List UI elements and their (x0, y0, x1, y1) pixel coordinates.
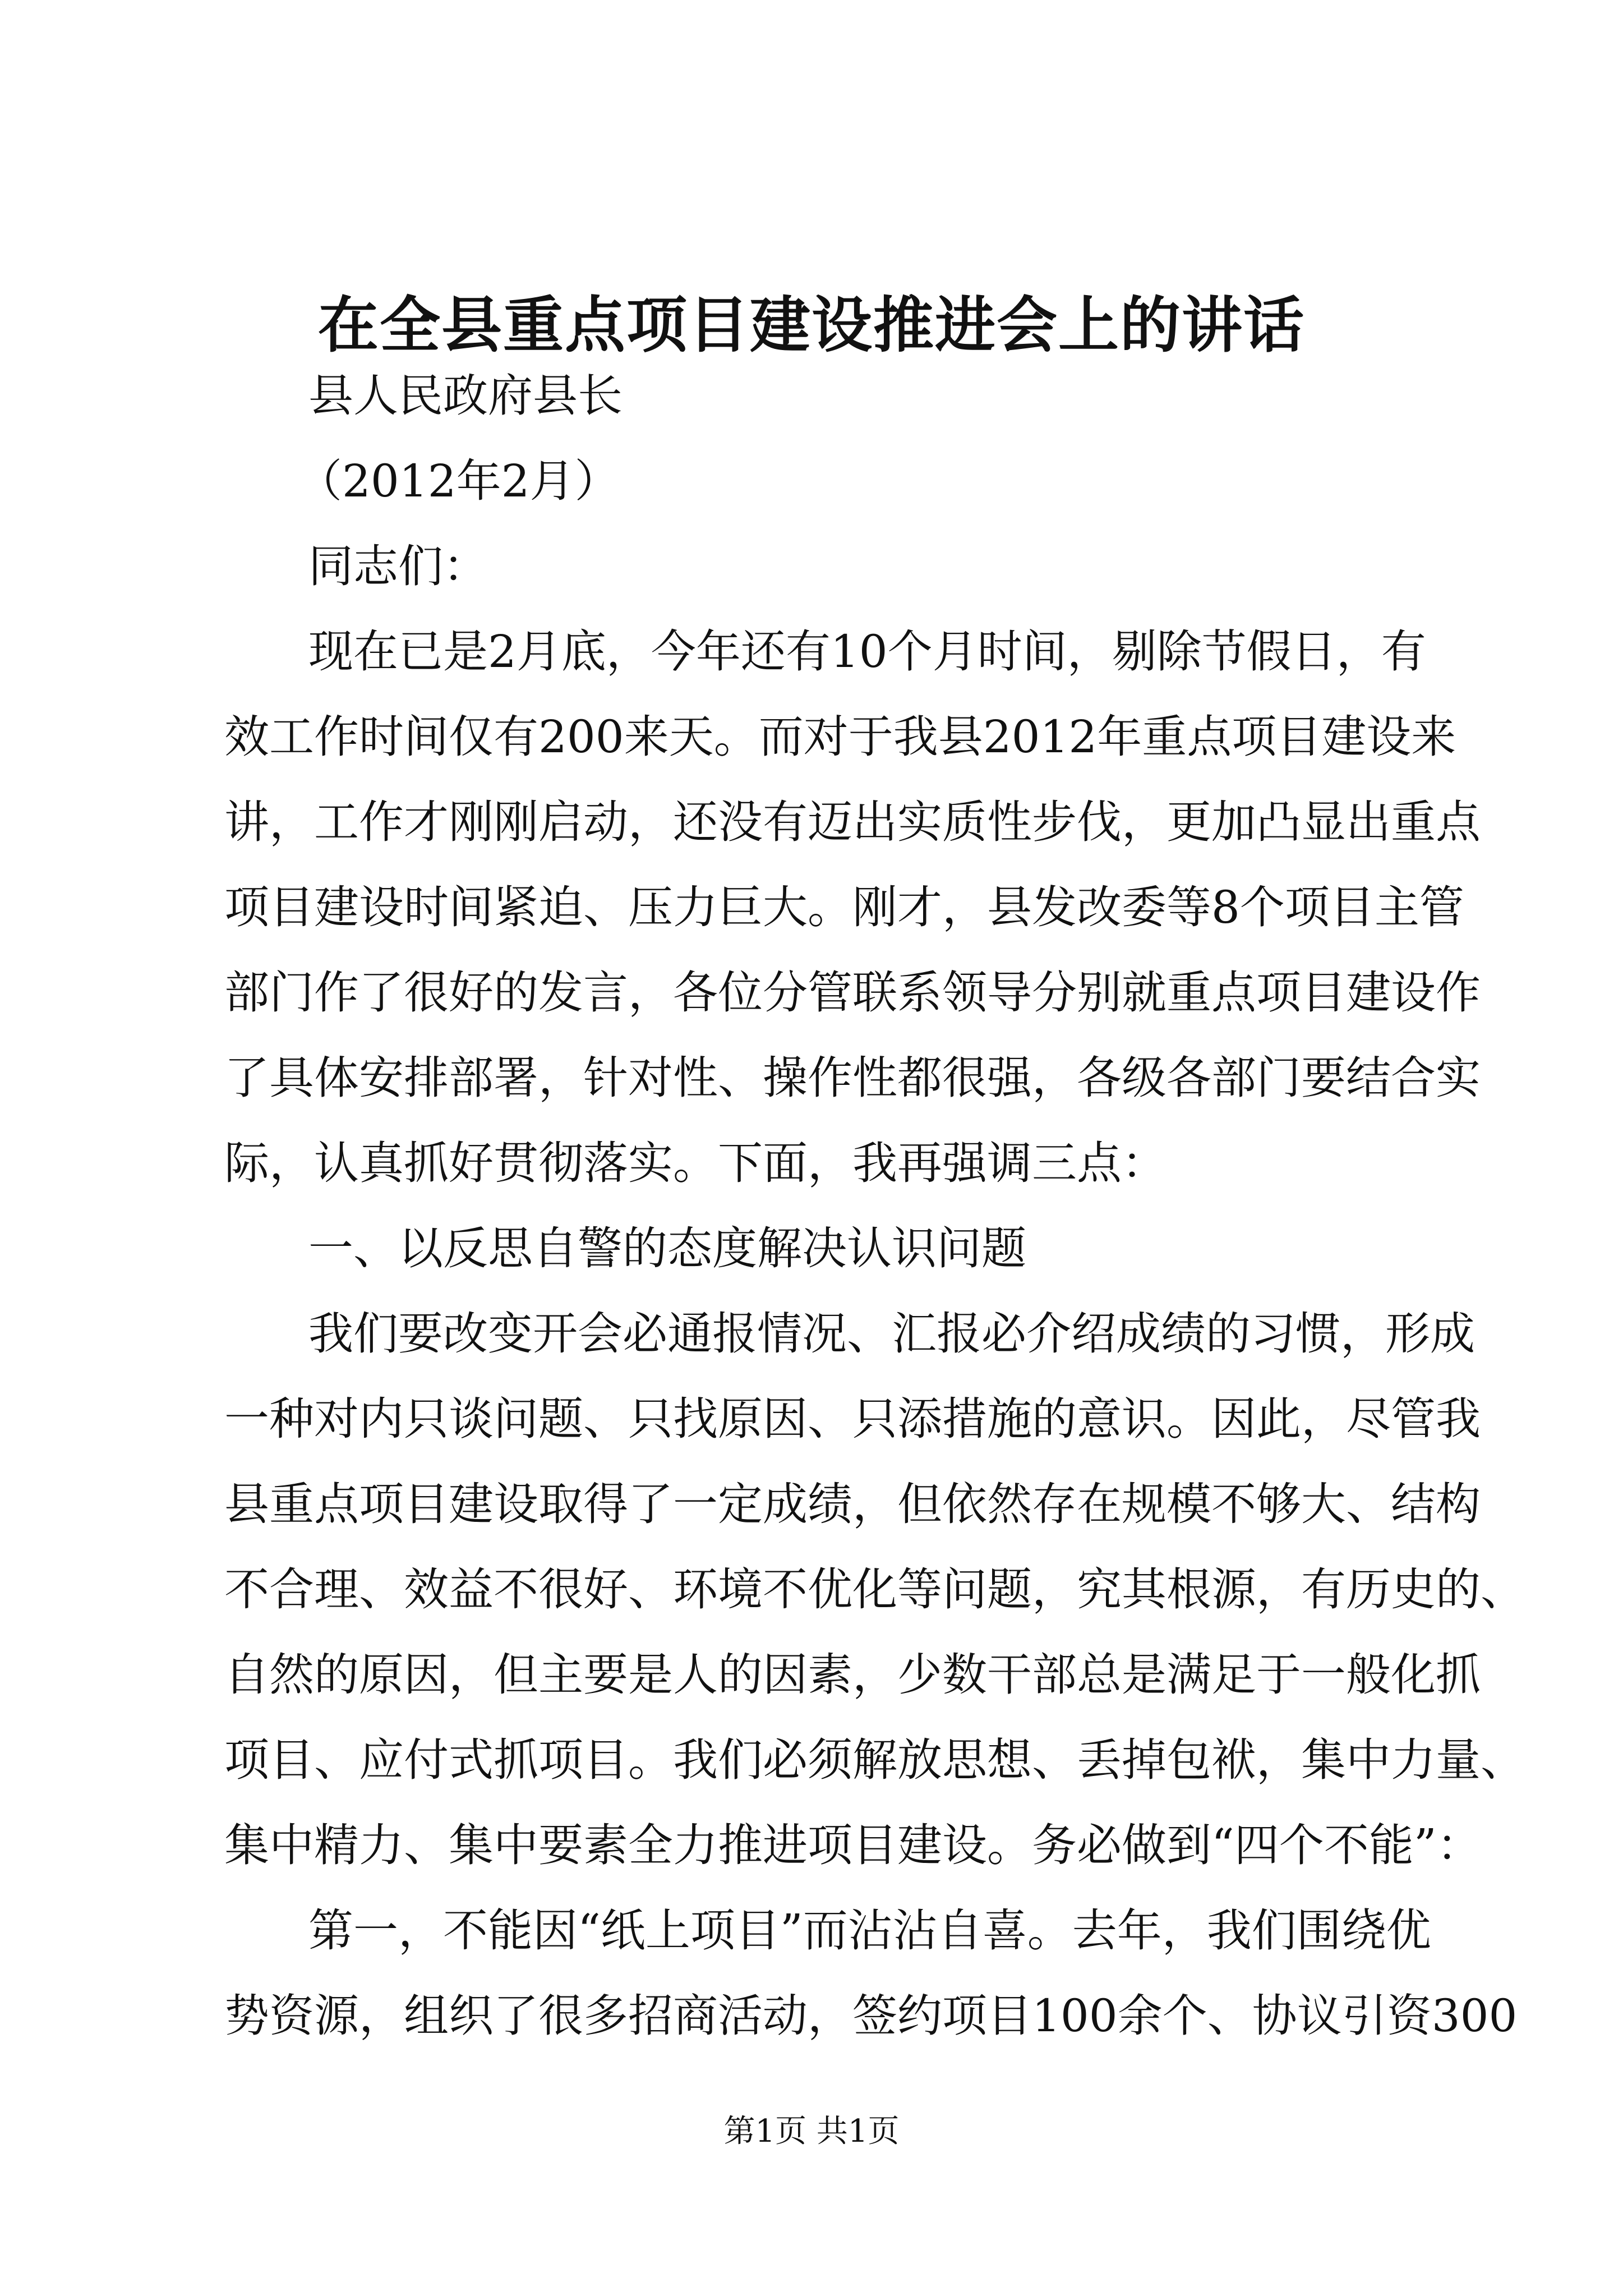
paragraph-line: 际，认真抓好贯彻落实。下面，我再强调三点： (224, 1137, 1166, 1189)
paragraph-line: 县重点项目建设取得了一定成绩，但依然存在规模不够大、结构 (224, 1478, 1481, 1530)
date-line: （2012年2月） (297, 455, 620, 507)
paragraph-line: 集中精力、集中要素全力推进项目建设。务必做到“四个不能”： (224, 1819, 1482, 1871)
author-line: 县人民政府县长 (308, 370, 623, 422)
paragraph-line: 不合理、效益不很好、环境不优化等问题，究其根源，有历史的、 (224, 1563, 1525, 1616)
paragraph-line: 一种对内只谈问题、只找原因、只添措施的意识。因此，尽管我 (224, 1393, 1481, 1445)
section-heading: 一、以反思自警的态度解决认识问题 (308, 1222, 1026, 1274)
paragraph-line: 效工作时间仅有200来天。而对于我县2012年重点项目建设来 (224, 711, 1456, 763)
paragraph-line: 了具体安排部署，针对性、操作性都很强，各级各部门要结合实 (224, 1052, 1481, 1104)
paragraph-line: 自然的原因，但主要是人的因素，少数干部总是满足于一般化抓 (224, 1649, 1481, 1701)
paragraph-line: 讲，工作才刚刚启动，还没有迈出实质性步伐，更加凸显出重点 (224, 796, 1481, 848)
document-title: 在全县重点项目建设推进会上的讲话 (317, 290, 1305, 361)
paragraph-line: 项目、应付式抓项目。我们必须解放思想、丢掉包袱，集中力量、 (224, 1734, 1525, 1786)
paragraph-line: 第一，不能因“纸上项目”而沾沾自喜。去年，我们围绕优 (308, 1904, 1431, 1957)
paragraph-line: 项目建设时间紧迫、压力巨大。刚才，县发改委等8个项目主管 (224, 881, 1464, 933)
salutation: 同志们： (308, 540, 488, 592)
page-footer: 第1页 共1页 (723, 2113, 900, 2150)
document-body (224, 353, 1525, 2059)
paragraph-line: 现在已是2月底，今年还有10个月时间，剔除节假日，有 (308, 625, 1426, 678)
paragraph-line: 我们要改变开会必通报情况、汇报必介绍成绩的习惯，形成 (308, 1308, 1475, 1360)
paragraph-line: 势资源，组织了很多招商活动，签约项目100余个、协议引资300 (224, 1990, 1518, 2042)
paragraph-line: 部门作了很好的发言，各位分管联系领导分别就重点项目建设作 (224, 967, 1481, 1019)
